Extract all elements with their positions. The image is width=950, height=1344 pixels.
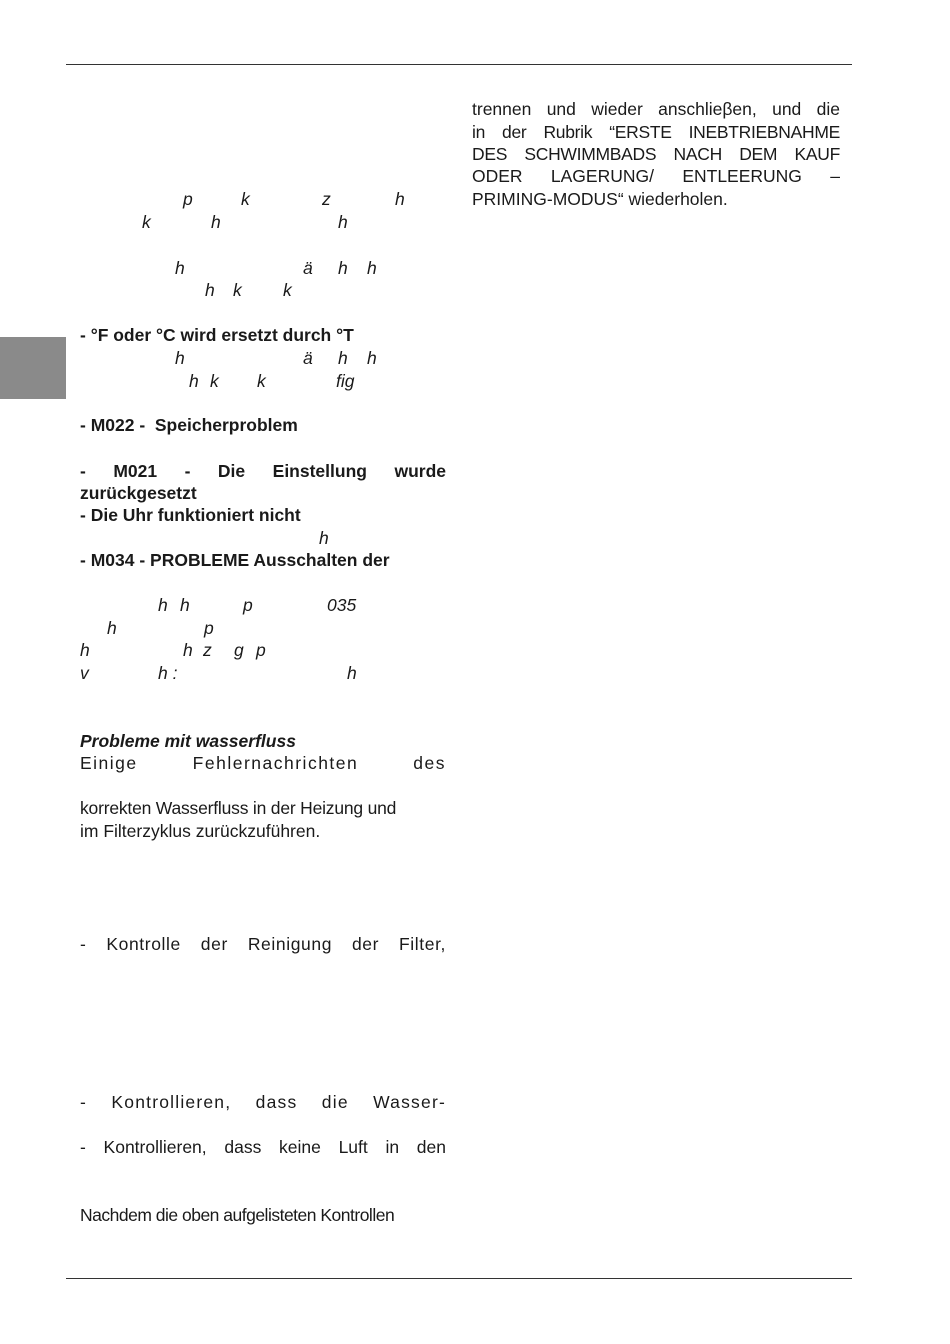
- check-water: - Kontrollieren, dass die Wasser-: [80, 1092, 446, 1112]
- fragment: p: [183, 189, 193, 209]
- fragment: h: [175, 348, 185, 368]
- fragment: k: [210, 371, 219, 391]
- bottom-rule: [66, 1278, 852, 1279]
- fragment: h: [205, 280, 215, 300]
- fragment: h: [338, 212, 348, 232]
- fragment: k: [241, 189, 250, 209]
- after-checks: Nachdem die oben aufgelisteten Kontrollen: [80, 1205, 395, 1225]
- flow-heading: Probleme mit wasserfluss: [80, 731, 296, 751]
- fragment: 035: [327, 595, 357, 615]
- fragment: h: [319, 528, 329, 548]
- fragment: h: [338, 258, 348, 278]
- f-c-heading: - °F oder °C wird ersetzt durch °T: [80, 325, 354, 345]
- fragment: v: [80, 663, 89, 683]
- fragment: z: [203, 640, 212, 660]
- m021-heading-line1: - M021 - Die Einstellung wurde: [80, 461, 446, 481]
- fragment: h: [211, 212, 221, 232]
- fragment: h: [158, 595, 168, 615]
- fragment: h: [338, 348, 348, 368]
- fragment: h: [175, 258, 185, 278]
- fragment: h: [107, 618, 117, 638]
- fragment: k: [142, 212, 151, 232]
- top-rule: [66, 64, 852, 65]
- fragment: p: [243, 595, 253, 615]
- fragment: h: [189, 371, 199, 391]
- fragment: fig: [336, 371, 355, 391]
- fragment: p: [256, 640, 266, 660]
- clock-heading: - Die Uhr funktioniert nicht: [80, 505, 301, 525]
- fragment: k: [257, 371, 266, 391]
- right-line-3: DES SCHWIMMBADS NACH DEM KAUF: [472, 144, 840, 164]
- flow-line-2: korrekten Wasserfluss in der Heizung und: [80, 798, 397, 818]
- fragment: g: [234, 640, 244, 660]
- fragment: h: [347, 663, 357, 683]
- fragment: h: [395, 189, 405, 209]
- m034-heading: - M034 - PROBLEME Ausschalten der: [80, 550, 390, 570]
- fragment: h: [183, 640, 193, 660]
- right-line-5: PRIMING-MODUS“ wiederholen.: [472, 189, 728, 209]
- check-air: - Kontrollieren, dass keine Luft in den: [80, 1137, 446, 1157]
- fragment: k: [233, 280, 242, 300]
- check-filter: - Kontrolle der Reinigung der Filter,: [80, 934, 446, 954]
- section-tab: [0, 337, 66, 399]
- right-line-1: trennen und wieder anschlieβen, und die: [472, 99, 840, 119]
- fragment: h: [180, 595, 190, 615]
- fragment: h: [367, 348, 377, 368]
- right-line-2: in der Rubrik “ERSTE INEBTRIEBNAHME: [472, 122, 840, 142]
- m021-heading-line2: zurückgesetzt: [80, 483, 197, 503]
- right-line-4: ODER LAGERUNG/ ENTLEERUNG –: [472, 166, 840, 186]
- fragment: h: [80, 640, 90, 660]
- m022-heading: - M022 - Speicherproblem: [80, 415, 298, 435]
- fragment: k: [283, 280, 292, 300]
- fragment: z: [322, 189, 331, 209]
- fragment: h :: [158, 663, 178, 683]
- fragment: ä: [303, 348, 313, 368]
- flow-line-3: im Filterzyklus zurückzuführen.: [80, 821, 321, 841]
- fragment: h: [367, 258, 377, 278]
- fragment: p: [204, 618, 214, 638]
- fragment: ä: [303, 258, 313, 278]
- flow-line-1: Einige Fehlernachrichten des: [80, 753, 446, 773]
